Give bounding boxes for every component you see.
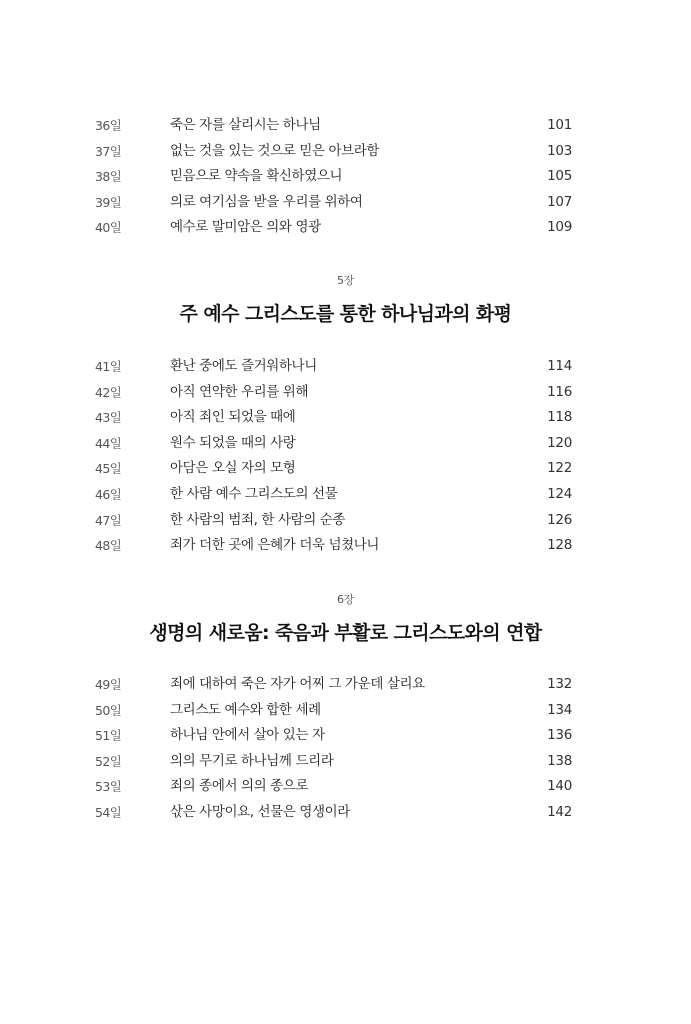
toc-entry-page: 126	[547, 511, 572, 528]
toc-entry-day: 49일	[95, 677, 122, 692]
toc-entry[interactable]	[95, 774, 572, 800]
toc-entry-title: 죄가 더한 곳에 은혜가 더욱 넘쳤나니	[170, 537, 380, 554]
toc-entry-day: 37일	[95, 143, 122, 159]
toc-entry[interactable]	[95, 380, 572, 406]
toc-entry[interactable]	[95, 698, 572, 724]
toc-entry[interactable]	[95, 113, 572, 139]
toc-entry[interactable]	[95, 405, 572, 431]
toc-entry-day: 43일	[95, 410, 122, 426]
toc-entry-day: 51일	[95, 728, 122, 744]
toc-entry-title: 환난 중에도 즐거워하나니	[170, 358, 317, 374]
toc-entry-day: 36일	[95, 118, 122, 133]
chapter-number: 5장	[336, 274, 355, 287]
toc-entry-day: 53일	[95, 779, 122, 795]
toc-entry[interactable]	[95, 215, 572, 241]
toc-entry-title: 죽은 자를 살리시는 하나님	[170, 117, 321, 133]
toc-entry-day: 54일	[95, 804, 122, 820]
toc-entry[interactable]	[95, 723, 572, 749]
toc-entry[interactable]	[95, 354, 572, 380]
toc-entry-page: 107	[547, 193, 572, 210]
toc-entry-page: 101	[547, 117, 572, 133]
toc-entry[interactable]	[95, 431, 572, 457]
toc-entry[interactable]	[95, 456, 572, 482]
toc-entry-page: 140	[547, 778, 572, 795]
toc-entry-title: 죄의 종에서 의의 종으로	[170, 778, 309, 795]
toc-entry[interactable]	[95, 482, 572, 508]
toc-entry-page: 136	[547, 727, 572, 744]
toc-entry-title: 한 사람 예수 그리스도의 선물	[170, 485, 338, 502]
toc-entry-day: 50일	[95, 702, 122, 718]
toc-group-chapter-6	[95, 672, 572, 826]
toc-entry[interactable]	[95, 508, 572, 534]
toc-entry-day: 44일	[95, 435, 122, 451]
toc-entry[interactable]	[95, 164, 572, 190]
toc-entry-page: 124	[547, 485, 572, 502]
toc-entry-day: 41일	[95, 359, 122, 374]
toc-entry-title: 없는 것을 있는 것으로 믿은 아브라함	[170, 142, 380, 159]
toc-entry-page: 118	[547, 409, 572, 426]
toc-entry-day: 46일	[95, 486, 122, 502]
chapter-6-heading	[0, 593, 691, 645]
toc-entry[interactable]	[95, 800, 572, 826]
toc-entry-day: 45일	[95, 461, 122, 477]
toc-entry-title: 그리스도 예수와 합한 세례	[170, 701, 321, 718]
toc-entry-title: 아담은 오실 자의 모형	[170, 460, 296, 477]
chapter-title: 생명의 새로움: 죽음과 부활로 그리스도와의 연합	[149, 622, 542, 644]
toc-entry-page: 138	[547, 752, 572, 769]
toc-entry-title: 의로 여기심을 받을 우리를 위하여	[170, 193, 363, 210]
toc-entry-day: 40일	[95, 220, 122, 236]
toc-entry-page: 134	[547, 701, 572, 718]
toc-entry-title: 예수로 말미암은 의와 영광	[170, 219, 321, 236]
toc-entry-page: 122	[547, 460, 572, 477]
toc-entry-day: 47일	[95, 512, 122, 528]
chapter-number: 6장	[336, 593, 355, 606]
chapter-5-heading	[0, 274, 691, 326]
toc-entry-page: 109	[547, 219, 572, 236]
toc-entry-day: 42일	[95, 384, 122, 400]
toc-entry-day: 39일	[95, 194, 122, 210]
toc-entry-title: 한 사람의 범죄, 한 사람의 순종	[170, 511, 346, 528]
toc-entry-page: 105	[547, 168, 572, 185]
toc-entry-day: 38일	[95, 169, 122, 185]
toc-entry-page: 128	[547, 537, 572, 554]
toc-entry-title: 죄에 대하여 죽은 자가 어찌 그 가운데 살리요	[170, 676, 425, 692]
toc-group-continued	[95, 113, 572, 241]
toc-entry-day: 48일	[95, 538, 122, 554]
toc-entry-day: 52일	[95, 753, 122, 769]
toc-entry-title: 의의 무기로 하나님께 드리라	[170, 752, 334, 769]
toc-entry[interactable]	[95, 672, 572, 698]
toc-entry-title: 하나님 안에서 살아 있는 자	[170, 727, 325, 744]
toc-entry[interactable]	[95, 533, 572, 559]
toc-entry-title: 아직 죄인 되었을 때에	[170, 409, 296, 426]
toc-entry-title: 원수 되었을 때의 사랑	[170, 434, 296, 451]
toc-entry-title: 아직 연약한 우리를 위해	[170, 383, 309, 400]
toc-entry-page: 120	[547, 434, 572, 451]
toc-entry-page: 142	[547, 803, 572, 820]
toc-entry-title: 삯은 사망이요, 선물은 영생이라	[170, 803, 350, 820]
toc-entry[interactable]	[95, 749, 572, 775]
toc-entry-page: 116	[547, 383, 572, 400]
toc-entry[interactable]	[95, 139, 572, 165]
toc-group-chapter-5	[95, 354, 572, 559]
chapter-title: 주 예수 그리스도를 통한 하나님과의 화평	[179, 303, 512, 325]
toc-entry-page: 132	[547, 676, 572, 692]
toc-entry[interactable]	[95, 190, 572, 216]
toc-entry-page: 114	[547, 358, 572, 374]
toc-entry-page: 103	[547, 142, 572, 159]
toc-entry-title: 믿음으로 약속을 확신하였으니	[170, 168, 343, 185]
